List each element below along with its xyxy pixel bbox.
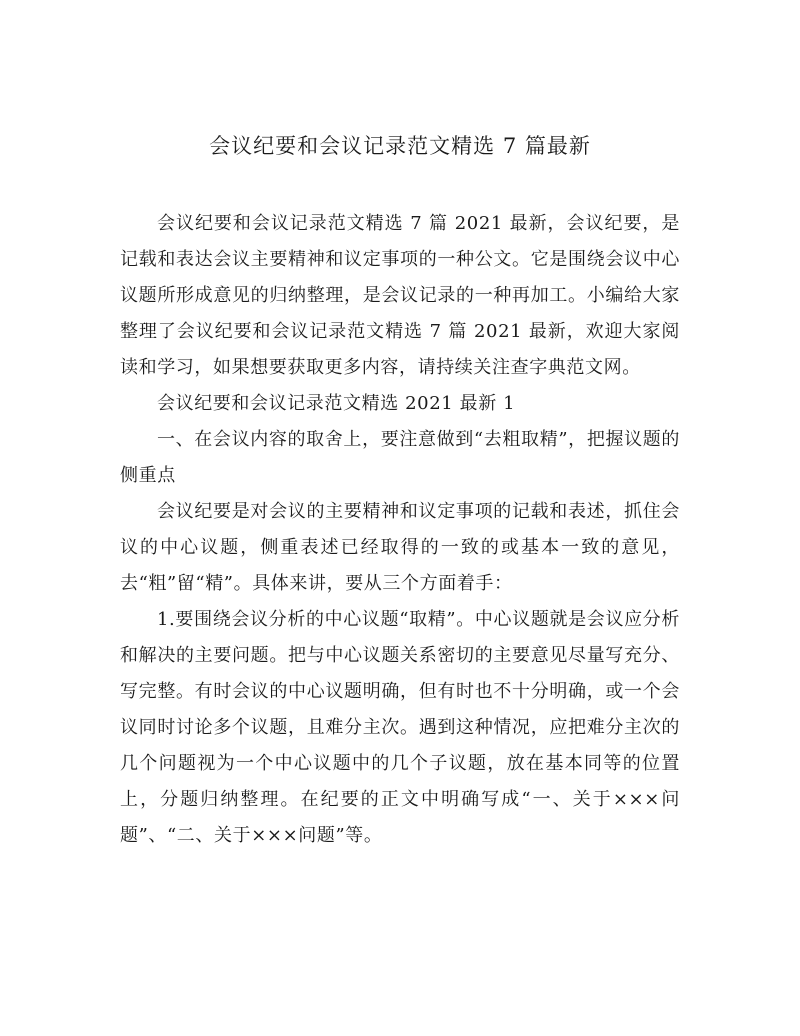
document-title: 会议纪要和会议记录范文精选 7 篇最新	[209, 134, 591, 158]
intro-paragraph: 会议纪要和会议记录范文精选 7 篇 2021 最新，会议纪要，是记载和表达会议主要精神和议定事项的一种公文。它是围绕会议中心议题所形成意见的归纳整理，是会议记录的一种再加工。小编给大家整理了会议纪要和会议记录范文精选 7 篇 2021 最新，欢迎大家阅读和学习，如果想要获取更多内容，请持续关注查字典范文网。	[120, 213, 680, 378]
numbered-paragraph: 1.要围绕会议分析的中心议题“取精”。中心议题就是会议应分析和解决的主要问题。把与中心议题关系密切的主要意见尽量写充分、写完整。有时会议的中心议题明确，但有时也不十分明确，或一个会议同时讨论多个议题，且难分主次。遇到这种情况，应把难分主次的几个问题视为一个中心议题中的几个子议题，放在基本同等的位置上，分题归纳整理。在纪要的正文中明确写成“一、关于×××问题”、“二、关于×××问题”等。	[120, 609, 680, 846]
section-heading: 会议纪要和会议记录范文精选 2021 最新 1	[157, 393, 516, 414]
body-paragraph: 会议纪要是对会议的主要精神和议定事项的记载和表述，抓住会议的中心议题，侧重表述已经取得的一致的或基本一致的意见，去“粗”留“精”。具体来讲，要从三个方面着手：	[120, 501, 680, 594]
document-body	[120, 206, 680, 854]
point-heading: 一、在会议内容的取舍上，要注意做到“去粗取精”，把握议题的侧重点	[120, 429, 680, 486]
